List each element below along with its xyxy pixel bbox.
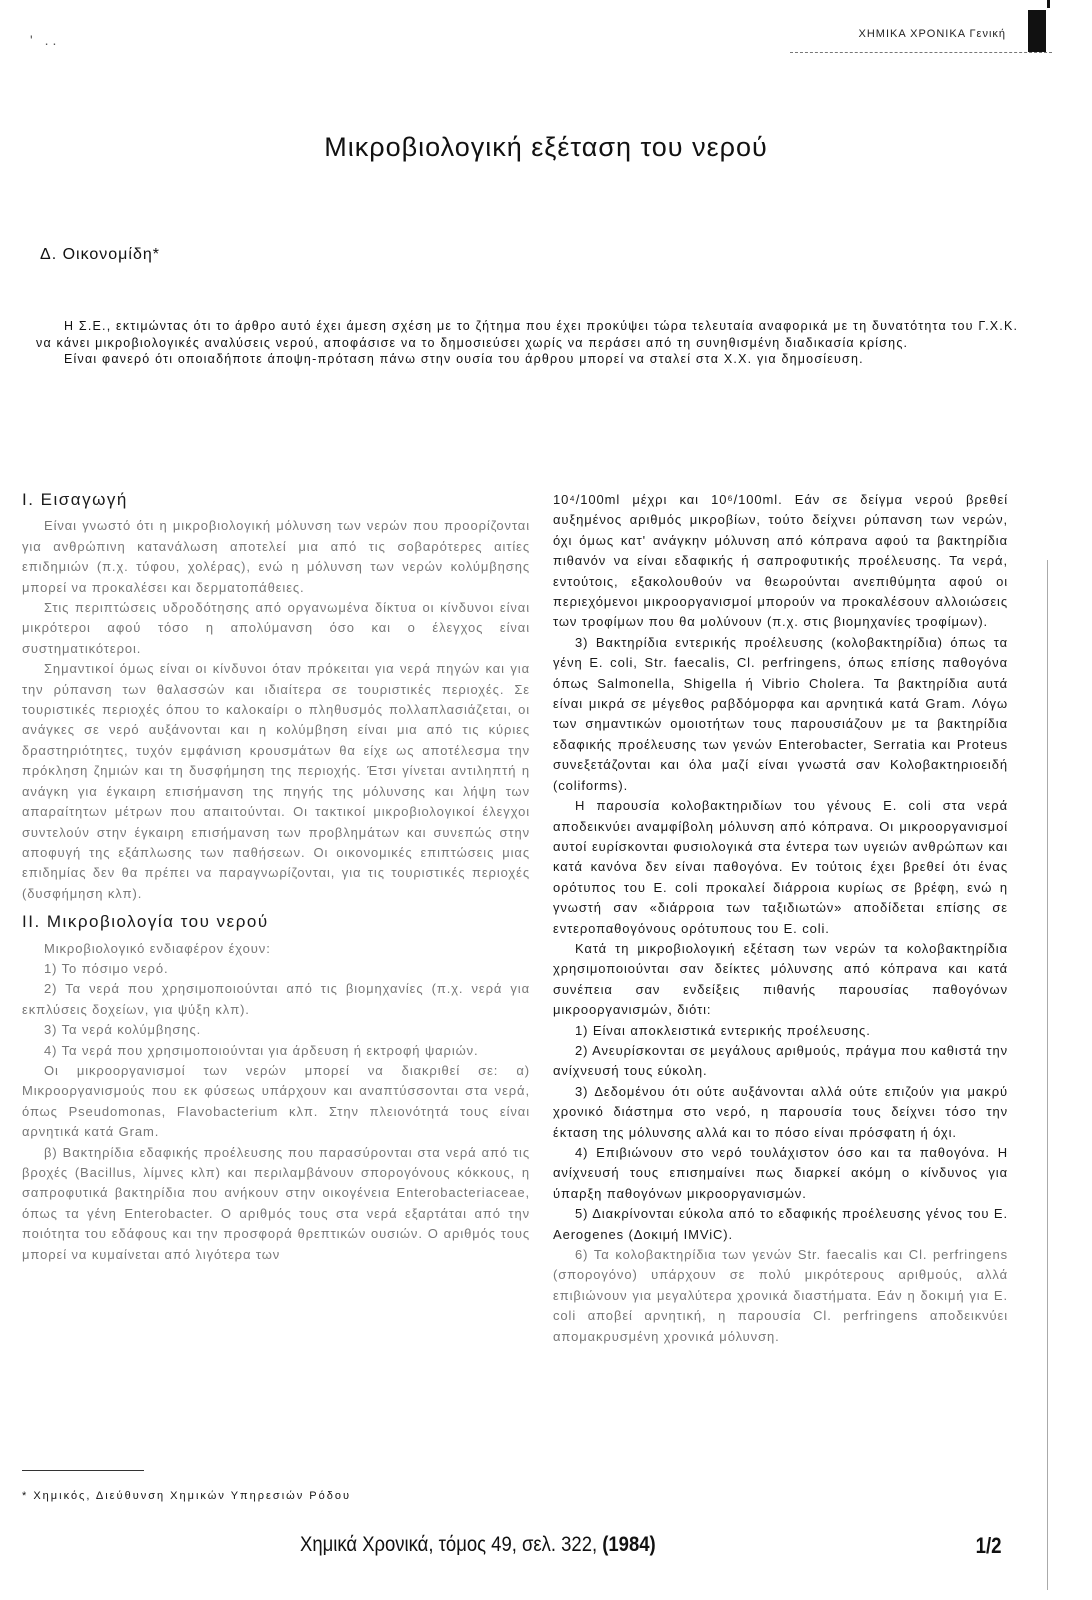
article-title: Μικροβιολογική εξέταση του νερού — [324, 132, 768, 162]
left-column — [22, 490, 530, 1265]
section-heading-introduction: Ι. Εισαγωγή — [22, 490, 128, 509]
body-paragraph: 4) Επιβιώνουν στο νερό τουλάχιστον όσο και τα παθογόνα. Η ανίχνευσή τους επισημαίνει πως διαρκεί ακόμη ο κίνδυνος για ύπαρξη παθογόνων μικροοργανισμών. — [553, 1145, 1008, 1201]
body-paragraph: 1) Είναι αποκλειστικά εντερικής προέλευσης. — [575, 1022, 871, 1038]
header-rule — [790, 52, 1052, 53]
body-paragraph: Σημαντικοί όμως είναι οι κίνδυνοι όταν πρόκειται για νερά πηγών και για την ρύπανση των θαλασσών και ιδιαίτερα σε τουριστικές περιοχές. Σε τουριστικές περιοχές όπου το καλοκαίρι ο πληθυσμός πολλαπλασιάζεται, οι ανάγκες σε νερό αυξάνονται και η κολύμβηση είναι μια από τις κύριες δραστηριότητες, τυχόν εμφάνιση κρουσμάτων θα είχε ως αποτέλεσμα την πρόκληση ζημιών και τη δυσφήμηση της περιοχής. Έτσι γίνεται αντιληπτή η ανάγκη για έγκαιρη επισήμανση της πηγής της μόλυνσης και λήψη των απαραίτητων μέτρων που απαιτούνται. Οι τακτικοί μικροβιολογικοί έλεγχοι συντελούν στην έγκαιρη επισήμανση των προβλημάτων και συνεπώς στην αποφυγή της εξάπλωσης των παθήσεων. Οι οικονομικές επιπτώσεις μιας επιδημίας δεν θα πρέπει να παραγνωρίζονται, για τις τουριστικές περιοχές (δυσφήμηση κλπ). — [22, 661, 530, 901]
body-paragraph: Οι μικροοργανισμοί των νερών μπορεί να διακριθεί σε: α) Μικροοργανισμούς που εκ φύσεως υπάρχουν και αναπτύσσονται στα νερά, όπως Pseudomonas, Flavobacterium κλπ. Στην πλειονότητά τους είναι αρνητικά κατά Gram. — [22, 1062, 530, 1140]
author-footnote: * Χημικός, Διεύθυνση Χημικών Υπηρεσιών Ρόδου — [22, 1490, 352, 1502]
section-heading-microbiology: ΙΙ. Μικροβιολογία του νερού — [22, 912, 269, 932]
right-column — [553, 490, 1008, 1347]
body-paragraph: Κατά τη μικροβιολογική εξέταση των νερών τα κολοβακτηρίδια χρησιμοποιούνται σαν δείκτες μόλυνσης από κόπρανα και κατά συνέπεια σαν ενδείξεις πιθανής παρουσίας παθογόνων μικροοργανισμών, διότι: — [553, 940, 1008, 1018]
header-left-mark: ' .. — [30, 32, 61, 48]
editorial-paragraph: Η Σ.Ε., εκτιμώντας ότι το άρθρο αυτό έχει άμεση σχέση με το ζήτημα που έχει προκύψει τώρα τελευταία αναφορικά με τη δυνατότητα του Γ.Χ.Κ. να κάνει μικροβιολογικές αναλύσεις νερού, αποφάσισε να το δημοσιεύσει χωρίς να περάσει από τη συνηθισμένη διαδικασία κρίσης. — [36, 319, 1019, 350]
body-paragraph: 10⁴/100ml μέχρι και 10⁶/100ml. Εάν σε δείγμα νερού βρεθεί αυξημένος αριθμός μικροβίων, τούτο δείχνει ρύπανση των νερών, όχι όμως κατ' ανάγκην μόλυνση από κόπρανα αφού τα βακτηρίδια πιθανόν να είναι εδαφικής ή σαπροφυτικής προέλευσης. Τα νερά, εντούτοις, εξακολουθούν να θεωρούνται ανεπιθύμητα αφού οι περιεχόμενοι μικροοργανισμοί μπορούν να προκαλέσουν αλλοιώσεις των τροφίμων που θα μολύνουν (π.χ. στις βιομηχανίες τροφίμων). — [553, 492, 1008, 630]
body-paragraph: Στις περιπτώσεις υδροδότησης από οργανωμένα δίκτυα οι κίνδυνοι είναι μικρότεροι αφού τόσο η απολύμανση όσο και ο έλεγχος είναι συστηματικότεροι. — [22, 600, 530, 656]
body-paragraph: 6) Τα κολοβακτηρίδια των γενών Str. faecalis και Cl. perfringens (σπορογόνο) υπάρχουν σε πολύ μικρότερους αριθμούς, αλλά επιβιώνουν για μεγαλύτερα χρονικά διαστήματα. Εάν η δοκιμή για E. coli αποβεί αρνητική, η παρουσία Cl. perfringens αποδεικνύει απομακρυσμένη χρονικά μόλυνση. — [553, 1247, 1008, 1344]
article-author: Δ. Οικονομίδη* — [40, 246, 160, 263]
body-paragraph: 1) Το πόσιμο νερό. — [44, 960, 169, 976]
body-paragraph: 3) Βακτηρίδια εντερικής προέλευσης (κολοβακτηρίδια) όπως τα γένη E. coli, Str. faecalis, Cl. perfringens, όπως επίσης παθογόνα όπως Salmonella, Shigella ή Vibrio Cholera. Τα βακτηρίδια αυτά είναι μικρά σε μέγεθος ραβδόμορφα και αρνητικά κατά Gram. Λόγω των σημαντικών ομοιοτήτων τους παρουσιάζουν με τα βακτηρίδια εδαφικής προέλευσης των γενών Enterobacter, Serratia και Proteus συνεξετάζονται και όλα μαζί είναι γνωστά σαν Κολοβακτηριοειδή (coliforms). — [553, 634, 1008, 793]
body-paragraph: Η παρουσία κολοβακτηριδίων του γένους E. coli στα νερά αποδεικνύει αναμφίβολη μόλυνση από κόπρανα. Οι μικροοργανισμοί αυτοί ευρίσκονται φυσιολογικά στα έντερα των υγειών ανθρώπων και κατά κανόνα δεν είναι παθογόνα. Εν τούτοις έχει βρεθεί ότι ένας ορότυπος του E. coli προκαλεί διάρροια κυρίως σε βρέφη, ενώ η γνωστή σαν «διάρροια των ταξιδιωτών» αποδίδεται επίσης σε εντεροπαθογόνους ορότυπους του E. coli. — [553, 798, 1008, 936]
edge-mark — [1047, 0, 1050, 8]
editorial-paragraph: Είναι φανερό ότι οποιαδήποτε άποψη-πρόταση πάνω στην ουσία του άρθρου μπορεί να σταλεί στα Χ.Χ. για δημοσίευση. — [64, 352, 864, 366]
body-paragraph: 4) Τα νερά που χρησιμοποιούνται για άρδευση ή εκτροφή ψαριών. — [44, 1042, 479, 1058]
body-paragraph: 2) Τα νερά που χρησιμοποιούνται από τις βιομηχανίες (π.χ. νερά για εκπλύσεις δοχείων, για ψύξη κλπ). — [22, 981, 530, 1017]
body-paragraph: 3) Τα νερά κολύμβησης. — [44, 1022, 202, 1038]
page-number: 1/2 — [975, 1533, 1002, 1558]
editorial-note — [36, 318, 1036, 368]
journal-citation — [300, 1533, 656, 1557]
page-edge-line — [1047, 560, 1048, 1590]
body-paragraph: 2) Ανευρίσκονται σε μεγάλους αριθμούς, πράγμα που καθιστά την ανίχνευσή τους εύκολη. — [553, 1042, 1008, 1079]
journal-running-head: ΧΗΜΙΚΑ ΧΡΟΝΙΚΑ Γενική — [858, 28, 1006, 40]
body-paragraph: Είναι γνωστό ότι η μικροβιολογική μόλυνση των νερών που προορίζονται για ανθρώπινη κατανάλωση αποτελεί μια από τις σοβαρότερες αιτίες επιδημιών (π.χ. τύφου, χολέρας), ενώ η μόλυνση των νερών κολύμβησης μπορεί να προκαλέσει και δερματοπάθειες. — [22, 518, 530, 595]
body-paragraph: Μικροβιολογικό ενδιαφέρον έχουν: — [44, 940, 271, 956]
body-paragraph: 3) Δεδομένου ότι ούτε αυξάνονται αλλά ούτε επιζούν για μακρύ χρονικό διάστημα στο νερό, η παρουσία τους δείχνει τόσο την έκταση της μόλυνσης αλλά και το πόσο είναι πρόσφατη ή όχι. — [553, 1083, 1008, 1140]
footnote-rule — [22, 1470, 144, 1471]
citation-year: (1984) — [602, 1533, 656, 1556]
body-paragraph: 5) Διακρίνονται εύκολα από το εδαφικής προέλευσης γένος του E. Aerogenes (Δοκιμή IMViC). — [553, 1206, 1008, 1242]
black-edge-tab — [1028, 10, 1046, 52]
citation-text: Χημικά Χρονικά, τόμος 49, σελ. 322, — [300, 1533, 598, 1556]
body-paragraph: β) Βακτηρίδια εδαφικής προέλευσης που παρασύρονται στα νερά από τις βροχές (Bacillus, λίμνες κλπ) και περιλαμβάνουν σπορογόνους κόκκους, η σαπροφυτικά βακτηρίδια που ανήκουν στην οικογένεια Enterobacteriaceae, όπως τα γένη Enterobacter. Ο αριθμός τους στα νερά εξαρτάται από την ποιότητα του εδάφους και την προσφορά θρεπτικών ουσιών. Ο αριθμός τους μπορεί να κυμαίνεται από λιγότερα των — [22, 1144, 530, 1262]
